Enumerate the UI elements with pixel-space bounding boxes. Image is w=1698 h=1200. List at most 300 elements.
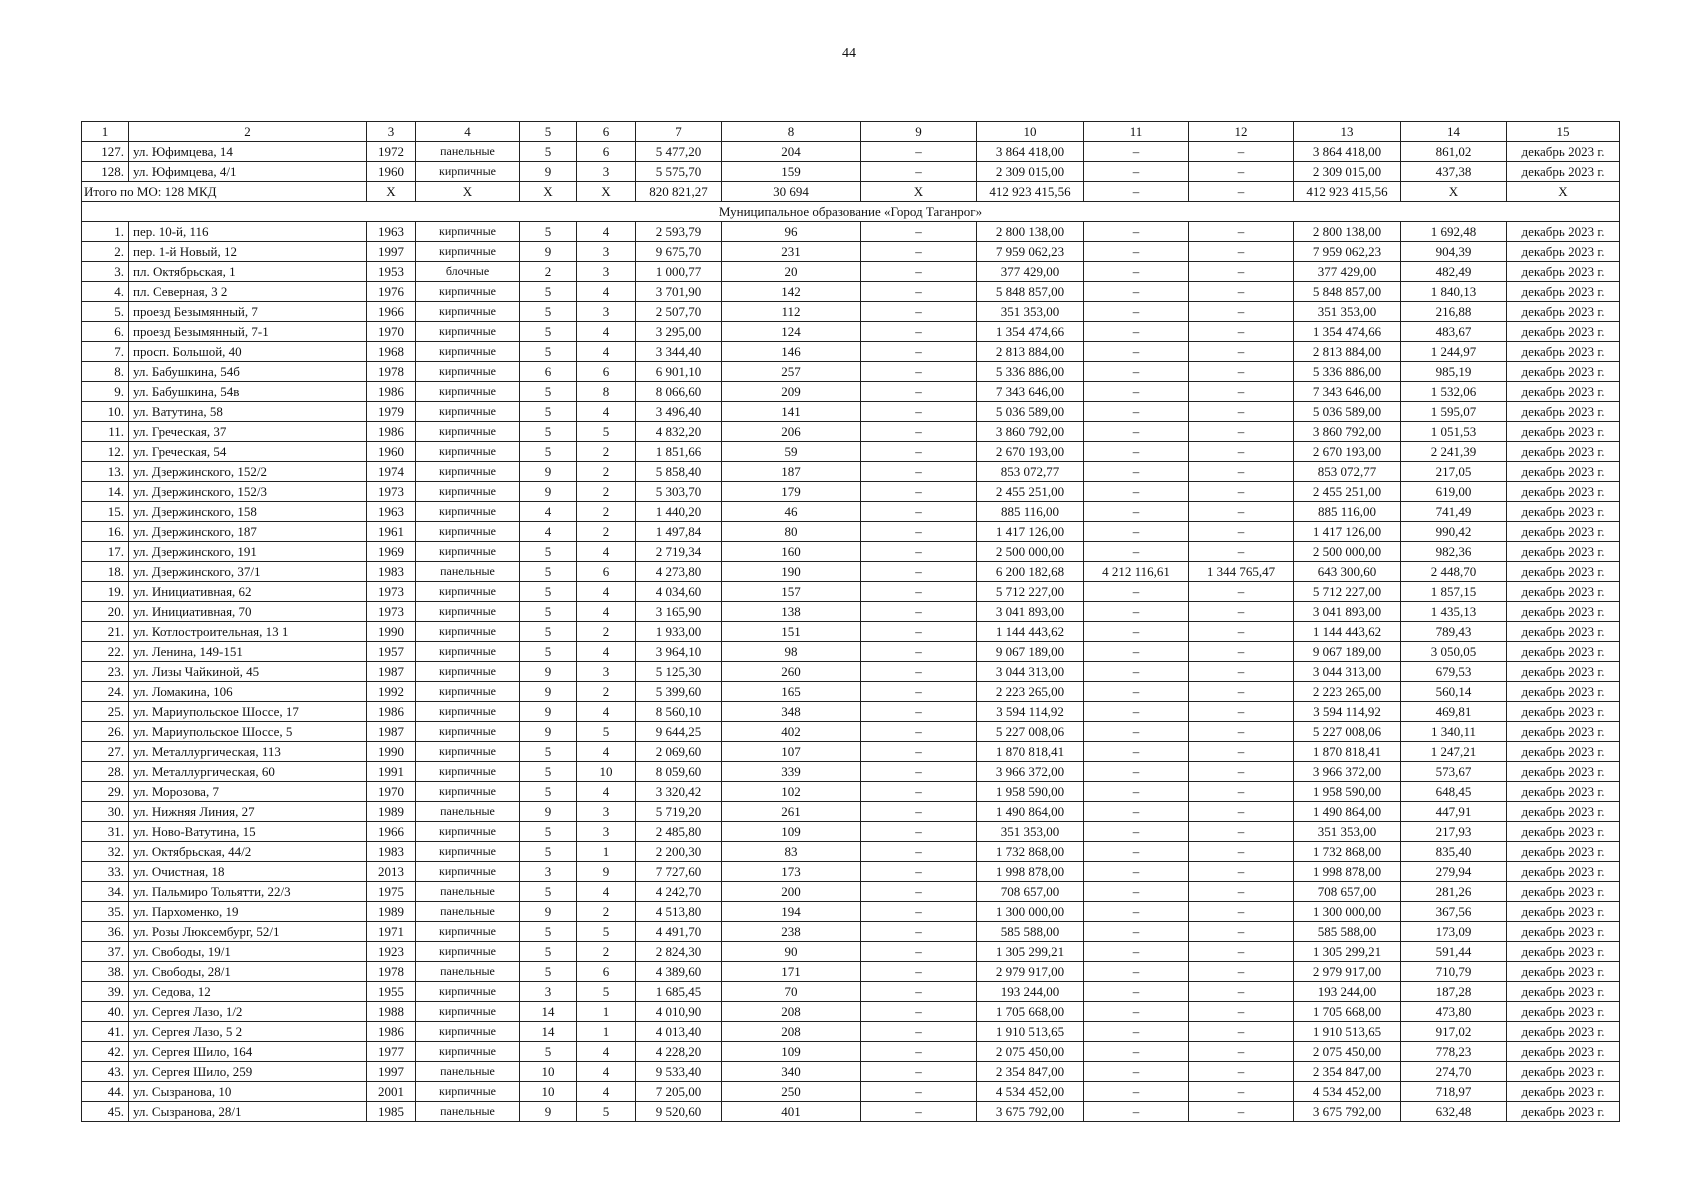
deadline-cell: декабрь 2023 г.	[1507, 422, 1620, 442]
table-row	[82, 842, 1620, 862]
cost-per-sqm-cell: 1 840,13	[1401, 282, 1507, 302]
area-cell: 4 273,80	[636, 562, 722, 582]
deadline-cell: декабрь 2023 г.	[1507, 522, 1620, 542]
deadline-cell: декабрь 2023 г.	[1507, 662, 1620, 682]
total-cost-cell: 1 354 474,66	[977, 322, 1084, 342]
total-cost-cell: 853 072,77	[977, 462, 1084, 482]
wall-material-cell: кирпичные	[416, 322, 520, 342]
residents-cell: 83	[722, 842, 861, 862]
col-9-cell: –	[861, 302, 977, 322]
address-cell: ул. Очистная, 18	[129, 862, 367, 882]
year-cell: 1971	[367, 922, 416, 942]
residents-cell: 141	[722, 402, 861, 422]
col-9-cell: –	[861, 342, 977, 362]
residents-cell: 109	[722, 1042, 861, 1062]
total-cost-cell: 351 353,00	[977, 822, 1084, 842]
entrances-cell: 5	[577, 722, 636, 742]
residents-cell: 165	[722, 682, 861, 702]
deadline-cell: декабрь 2023 г.	[1507, 702, 1620, 722]
cost-per-sqm-cell: 437,38	[1401, 162, 1507, 182]
cost-per-sqm-cell: 1 857,15	[1401, 582, 1507, 602]
col-11-cell: –	[1084, 802, 1189, 822]
residents-cell: 209	[722, 382, 861, 402]
col-11-cell: –	[1084, 242, 1189, 262]
cost-per-sqm-cell: 835,40	[1401, 842, 1507, 862]
table-row	[82, 282, 1620, 302]
table-row	[82, 942, 1620, 962]
table-row	[82, 882, 1620, 902]
deadline-cell: декабрь 2023 г.	[1507, 1102, 1620, 1122]
col-13-cell: 5 848 857,00	[1294, 282, 1401, 302]
col-11-cell: –	[1084, 142, 1189, 162]
total-cell: 30 694	[722, 182, 861, 202]
area-cell: 5 477,20	[636, 142, 722, 162]
wall-material-cell: панельные	[416, 142, 520, 162]
col-9-cell: –	[861, 982, 977, 1002]
address-cell: ул. Нижняя Линия, 27	[129, 802, 367, 822]
address-cell: ул. Дзержинского, 37/1	[129, 562, 367, 582]
floors-cell: 9	[520, 242, 577, 262]
entrances-cell: 6	[577, 962, 636, 982]
col-11-cell: –	[1084, 982, 1189, 1002]
col-12-cell: 1 344 765,47	[1189, 562, 1294, 582]
cost-per-sqm-cell: 573,67	[1401, 762, 1507, 782]
col-13-cell: 1 958 590,00	[1294, 782, 1401, 802]
table-row	[82, 302, 1620, 322]
area-cell: 4 491,70	[636, 922, 722, 942]
col-13-cell: 1 870 818,41	[1294, 742, 1401, 762]
year-cell: 1987	[367, 662, 416, 682]
deadline-cell: декабрь 2023 г.	[1507, 822, 1620, 842]
table-row	[82, 1082, 1620, 1102]
col-9-cell: –	[861, 222, 977, 242]
address-cell: ул. Металлургическая, 113	[129, 742, 367, 762]
area-cell: 3 701,90	[636, 282, 722, 302]
col-13-cell: 1 144 443,62	[1294, 622, 1401, 642]
col-13-cell: 5 227 008,06	[1294, 722, 1401, 742]
col-13-cell: 3 044 313,00	[1294, 662, 1401, 682]
col-12-cell: –	[1189, 522, 1294, 542]
col-13-cell: 1 490 864,00	[1294, 802, 1401, 822]
row-number-cell: 37.	[82, 942, 129, 962]
entrances-cell: 2	[577, 442, 636, 462]
total-cost-cell: 3 675 792,00	[977, 1102, 1084, 1122]
col-11-cell: –	[1084, 1022, 1189, 1042]
table-row	[82, 362, 1620, 382]
deadline-cell: декабрь 2023 г.	[1507, 242, 1620, 262]
table-row	[82, 222, 1620, 242]
col-12-cell: –	[1189, 882, 1294, 902]
residents-cell: 90	[722, 942, 861, 962]
col-12-cell: –	[1189, 402, 1294, 422]
row-number-cell: 44.	[82, 1082, 129, 1102]
cost-per-sqm-cell: 217,05	[1401, 462, 1507, 482]
floors-cell: 5	[520, 642, 577, 662]
col-12-cell: –	[1189, 462, 1294, 482]
floors-cell: 9	[520, 1102, 577, 1122]
col-12-cell: –	[1189, 1062, 1294, 1082]
col-9-cell: –	[861, 482, 977, 502]
col-9-cell: –	[861, 782, 977, 802]
table-row	[82, 382, 1620, 402]
cost-per-sqm-cell: 619,00	[1401, 482, 1507, 502]
col-12-cell: –	[1189, 382, 1294, 402]
col-9-cell: –	[861, 362, 977, 382]
col-13-cell: 853 072,77	[1294, 462, 1401, 482]
row-number-cell: 35.	[82, 902, 129, 922]
residents-cell: 402	[722, 722, 861, 742]
entrances-cell: 3	[577, 262, 636, 282]
row-number-cell: 4.	[82, 282, 129, 302]
entrances-cell: 10	[577, 762, 636, 782]
area-cell: 1 000,77	[636, 262, 722, 282]
col-12-cell: –	[1189, 902, 1294, 922]
column-number: 13	[1294, 122, 1401, 142]
total-cost-cell: 2 813 884,00	[977, 342, 1084, 362]
cost-per-sqm-cell: 1 532,06	[1401, 382, 1507, 402]
floors-cell: 5	[520, 282, 577, 302]
deadline-cell: декабрь 2023 г.	[1507, 742, 1620, 762]
table-row	[82, 702, 1620, 722]
col-13-cell: 3 864 418,00	[1294, 142, 1401, 162]
col-11-cell: –	[1084, 342, 1189, 362]
entrances-cell: 6	[577, 142, 636, 162]
row-number-cell: 20.	[82, 602, 129, 622]
wall-material-cell: кирпичные	[416, 942, 520, 962]
total-cell: X	[1401, 182, 1507, 202]
col-11-cell: –	[1084, 622, 1189, 642]
total-cost-cell: 2 223 265,00	[977, 682, 1084, 702]
area-cell: 4 228,20	[636, 1042, 722, 1062]
residents-cell: 138	[722, 602, 861, 622]
cost-per-sqm-cell: 718,97	[1401, 1082, 1507, 1102]
year-cell: 1985	[367, 1102, 416, 1122]
address-cell: ул. Сызранова, 10	[129, 1082, 367, 1102]
entrances-cell: 4	[577, 782, 636, 802]
residents-cell: 124	[722, 322, 861, 342]
entrances-cell: 4	[577, 1062, 636, 1082]
total-cost-cell: 1 910 513,65	[977, 1022, 1084, 1042]
col-9-cell: –	[861, 962, 977, 982]
wall-material-cell: кирпичные	[416, 342, 520, 362]
address-cell: ул. Мариупольское Шоссе, 5	[129, 722, 367, 742]
residents-cell: 194	[722, 902, 861, 922]
wall-material-cell: кирпичные	[416, 242, 520, 262]
row-number-cell: 1.	[82, 222, 129, 242]
col-12-cell: –	[1189, 862, 1294, 882]
column-number: 1	[82, 122, 129, 142]
wall-material-cell: кирпичные	[416, 582, 520, 602]
entrances-cell: 2	[577, 942, 636, 962]
col-11-cell: –	[1084, 502, 1189, 522]
table-row	[82, 962, 1620, 982]
year-cell: 1963	[367, 502, 416, 522]
year-cell: 1966	[367, 822, 416, 842]
wall-material-cell: кирпичные	[416, 602, 520, 622]
col-12-cell: –	[1189, 922, 1294, 942]
row-number-cell: 45.	[82, 1102, 129, 1122]
area-cell: 4 832,20	[636, 422, 722, 442]
wall-material-cell: панельные	[416, 1102, 520, 1122]
wall-material-cell: кирпичные	[416, 1002, 520, 1022]
area-cell: 2 507,70	[636, 302, 722, 322]
floors-cell: 9	[520, 482, 577, 502]
total-label: Итого по МО: 128 МКД	[82, 182, 367, 202]
area-cell: 1 685,45	[636, 982, 722, 1002]
col-11-cell: –	[1084, 222, 1189, 242]
area-cell: 6 901,10	[636, 362, 722, 382]
residents-cell: 348	[722, 702, 861, 722]
entrances-cell: 6	[577, 362, 636, 382]
page-number: 44	[842, 46, 856, 61]
row-number-cell: 127.	[82, 142, 129, 162]
entrances-cell: 4	[577, 402, 636, 422]
row-number-cell: 22.	[82, 642, 129, 662]
col-11-cell: –	[1084, 722, 1189, 742]
col-12-cell: –	[1189, 802, 1294, 822]
area-cell: 3 496,40	[636, 402, 722, 422]
year-cell: 1970	[367, 782, 416, 802]
deadline-cell: декабрь 2023 г.	[1507, 442, 1620, 462]
floors-cell: 9	[520, 682, 577, 702]
year-cell: 1960	[367, 162, 416, 182]
entrances-cell: 5	[577, 422, 636, 442]
col-9-cell: –	[861, 1022, 977, 1042]
address-cell: проезд Безымянный, 7	[129, 302, 367, 322]
address-cell: проезд Безымянный, 7-1	[129, 322, 367, 342]
area-cell: 9 675,70	[636, 242, 722, 262]
col-12-cell: –	[1189, 982, 1294, 1002]
floors-cell: 9	[520, 802, 577, 822]
col-13-cell: 1 300 000,00	[1294, 902, 1401, 922]
deadline-cell: декабрь 2023 г.	[1507, 402, 1620, 422]
deadline-cell: декабрь 2023 г.	[1507, 262, 1620, 282]
col-11-cell: –	[1084, 702, 1189, 722]
year-cell: 1987	[367, 722, 416, 742]
year-cell: 1989	[367, 802, 416, 822]
residents-cell: 261	[722, 802, 861, 822]
total-cell: X	[520, 182, 577, 202]
total-cost-cell: 3 041 893,00	[977, 602, 1084, 622]
area-cell: 2 593,79	[636, 222, 722, 242]
col-11-cell: –	[1084, 462, 1189, 482]
address-cell: ул. Ломакина, 106	[129, 682, 367, 702]
col-12-cell: –	[1189, 602, 1294, 622]
area-cell: 7 205,00	[636, 1082, 722, 1102]
table-row	[82, 162, 1620, 182]
address-cell: ул. Сергея Лазо, 1/2	[129, 1002, 367, 1022]
table-row	[82, 642, 1620, 662]
col-9-cell: –	[861, 942, 977, 962]
total-cell: 412 923 415,56	[1294, 182, 1401, 202]
area-cell: 7 727,60	[636, 862, 722, 882]
total-cell: X	[416, 182, 520, 202]
floors-cell: 5	[520, 302, 577, 322]
address-cell: ул. Морозова, 7	[129, 782, 367, 802]
area-cell: 1 497,84	[636, 522, 722, 542]
wall-material-cell: кирпичные	[416, 1022, 520, 1042]
col-11-cell: –	[1084, 922, 1189, 942]
col-9-cell: –	[861, 882, 977, 902]
residents-cell: 231	[722, 242, 861, 262]
address-cell: ул. Дзержинского, 191	[129, 542, 367, 562]
col-9-cell: –	[861, 402, 977, 422]
total-cost-cell: 3 860 792,00	[977, 422, 1084, 442]
address-cell: ул. Свободы, 19/1	[129, 942, 367, 962]
col-13-cell: 2 455 251,00	[1294, 482, 1401, 502]
deadline-cell: декабрь 2023 г.	[1507, 382, 1620, 402]
area-cell: 4 242,70	[636, 882, 722, 902]
entrances-cell: 4	[577, 742, 636, 762]
col-12-cell: –	[1189, 442, 1294, 462]
column-number: 6	[577, 122, 636, 142]
residents-cell: 200	[722, 882, 861, 902]
col-12-cell: –	[1189, 1002, 1294, 1022]
residents-cell: 173	[722, 862, 861, 882]
col-11-cell: –	[1084, 522, 1189, 542]
total-cell: 820 821,27	[636, 182, 722, 202]
address-cell: ул. Пальмиро Тольятти, 22/3	[129, 882, 367, 902]
area-cell: 3 344,40	[636, 342, 722, 362]
cost-per-sqm-cell: 560,14	[1401, 682, 1507, 702]
wall-material-cell: кирпичные	[416, 402, 520, 422]
deadline-cell: декабрь 2023 г.	[1507, 1082, 1620, 1102]
deadline-cell: декабрь 2023 г.	[1507, 322, 1620, 342]
col-12-cell: –	[1189, 942, 1294, 962]
residents-cell: 70	[722, 982, 861, 1002]
cost-per-sqm-cell: 173,09	[1401, 922, 1507, 942]
total-cost-cell: 2 309 015,00	[977, 162, 1084, 182]
area-cell: 9 644,25	[636, 722, 722, 742]
table-row	[82, 682, 1620, 702]
cost-per-sqm-cell: 1 435,13	[1401, 602, 1507, 622]
total-cost-cell: 5 336 886,00	[977, 362, 1084, 382]
col-12-cell: –	[1189, 702, 1294, 722]
entrances-cell: 4	[577, 222, 636, 242]
col-11-cell: –	[1084, 262, 1189, 282]
col-12-cell: –	[1189, 242, 1294, 262]
year-cell: 1953	[367, 262, 416, 282]
cost-per-sqm-cell: 274,70	[1401, 1062, 1507, 1082]
deadline-cell: декабрь 2023 г.	[1507, 942, 1620, 962]
col-13-cell: 1 910 513,65	[1294, 1022, 1401, 1042]
deadline-cell: декабрь 2023 г.	[1507, 1022, 1620, 1042]
entrances-cell: 4	[577, 342, 636, 362]
residents-cell: 204	[722, 142, 861, 162]
residents-cell: 190	[722, 562, 861, 582]
col-13-cell: 2 670 193,00	[1294, 442, 1401, 462]
table-row	[82, 1062, 1620, 1082]
deadline-cell: декабрь 2023 г.	[1507, 1042, 1620, 1062]
row-number-cell: 41.	[82, 1022, 129, 1042]
address-cell: ул. Бабушкина, 54в	[129, 382, 367, 402]
total-cell: –	[1189, 182, 1294, 202]
cost-per-sqm-cell: 990,42	[1401, 522, 1507, 542]
entrances-cell: 6	[577, 562, 636, 582]
floors-cell: 14	[520, 1002, 577, 1022]
col-9-cell: –	[861, 722, 977, 742]
entrances-cell: 3	[577, 242, 636, 262]
floors-cell: 5	[520, 942, 577, 962]
year-cell: 1978	[367, 362, 416, 382]
cost-per-sqm-cell: 861,02	[1401, 142, 1507, 162]
deadline-cell: декабрь 2023 г.	[1507, 362, 1620, 382]
row-number-cell: 33.	[82, 862, 129, 882]
year-cell: 1986	[367, 702, 416, 722]
floors-cell: 5	[520, 922, 577, 942]
col-13-cell: 2 354 847,00	[1294, 1062, 1401, 1082]
floors-cell: 5	[520, 602, 577, 622]
floors-cell: 9	[520, 722, 577, 742]
address-cell: ул. Инициативная, 70	[129, 602, 367, 622]
total-cost-cell: 2 979 917,00	[977, 962, 1084, 982]
total-cost-cell: 5 848 857,00	[977, 282, 1084, 302]
residents-cell: 340	[722, 1062, 861, 1082]
address-cell: ул. Греческая, 37	[129, 422, 367, 442]
col-11-cell: –	[1084, 742, 1189, 762]
wall-material-cell: панельные	[416, 802, 520, 822]
year-cell: 1979	[367, 402, 416, 422]
wall-material-cell: кирпичные	[416, 682, 520, 702]
residents-cell: 208	[722, 1022, 861, 1042]
row-number-cell: 21.	[82, 622, 129, 642]
floors-cell: 3	[520, 982, 577, 1002]
area-cell: 5 575,70	[636, 162, 722, 182]
total-cost-cell: 351 353,00	[977, 302, 1084, 322]
col-9-cell: –	[861, 862, 977, 882]
deadline-cell: декабрь 2023 г.	[1507, 982, 1620, 1002]
row-number-cell: 3.	[82, 262, 129, 282]
table-row	[82, 402, 1620, 422]
col-11-cell: –	[1084, 842, 1189, 862]
table-row	[82, 442, 1620, 462]
row-number-cell: 2.	[82, 242, 129, 262]
deadline-cell: декабрь 2023 г.	[1507, 502, 1620, 522]
entrances-cell: 8	[577, 382, 636, 402]
floors-cell: 5	[520, 402, 577, 422]
total-cost-cell: 9 067 189,00	[977, 642, 1084, 662]
col-13-cell: 9 067 189,00	[1294, 642, 1401, 662]
total-cost-cell: 1 300 000,00	[977, 902, 1084, 922]
row-number-cell: 6.	[82, 322, 129, 342]
col-9-cell: –	[861, 662, 977, 682]
total-cost-cell: 5 227 008,06	[977, 722, 1084, 742]
col-13-cell: 3 860 792,00	[1294, 422, 1401, 442]
floors-cell: 4	[520, 502, 577, 522]
col-11-cell: –	[1084, 1002, 1189, 1022]
table-row	[82, 522, 1620, 542]
total-cost-cell: 1 998 878,00	[977, 862, 1084, 882]
year-cell: 1997	[367, 1062, 416, 1082]
col-9-cell: –	[861, 1062, 977, 1082]
year-cell: 1923	[367, 942, 416, 962]
col-11-cell: –	[1084, 162, 1189, 182]
col-13-cell: 2 075 450,00	[1294, 1042, 1401, 1062]
column-number: 14	[1401, 122, 1507, 142]
wall-material-cell: кирпичные	[416, 702, 520, 722]
cost-per-sqm-cell: 632,48	[1401, 1102, 1507, 1122]
total-cost-cell: 1 705 668,00	[977, 1002, 1084, 1022]
residents-cell: 257	[722, 362, 861, 382]
residents-cell: 208	[722, 1002, 861, 1022]
total-cost-cell: 1 144 443,62	[977, 622, 1084, 642]
col-11-cell: –	[1084, 862, 1189, 882]
entrances-cell: 4	[577, 642, 636, 662]
row-number-cell: 24.	[82, 682, 129, 702]
col-9-cell: –	[861, 742, 977, 762]
col-9-cell: –	[861, 902, 977, 922]
row-number-cell: 27.	[82, 742, 129, 762]
